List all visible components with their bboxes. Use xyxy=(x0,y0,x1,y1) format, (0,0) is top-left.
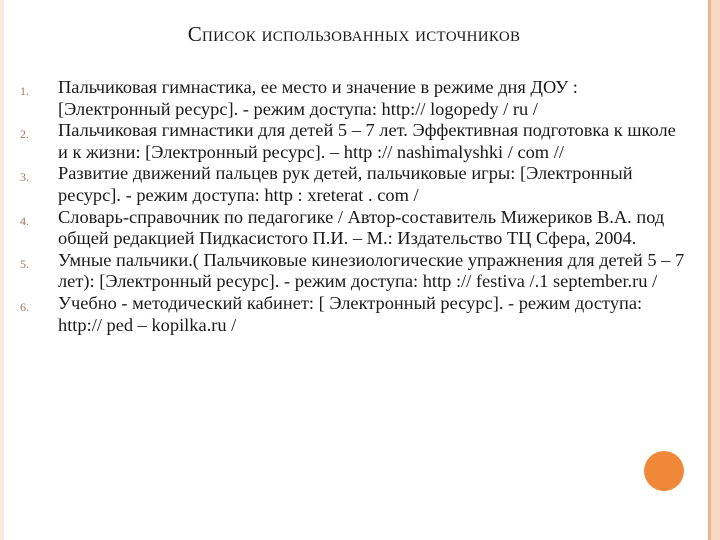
item-text: Пальчиковая гимнастика, ее место и значение в режиме дня ДОУ : [Электронный ресурс]. - режим доступа: http:// logopedy / ru / xyxy=(58,77,578,119)
orange-circle-decoration xyxy=(644,451,684,491)
item-text: Учебно - методический кабинет: [ Электронный ресурс]. - режим доступа: http:// ped – kopilka.ru / xyxy=(58,292,643,335)
item-number: 5. xyxy=(20,256,29,271)
item-number: 4. xyxy=(20,213,29,228)
item-number: 1. xyxy=(20,84,29,98)
list-item xyxy=(20,120,690,163)
sources-list xyxy=(20,77,690,336)
left-frame-border xyxy=(0,0,4,540)
item-text: Умные пальчики.( Пальчиковые кинезиологические упражнения для детей 5 – 7 лет): [Электронный ресурс]. - режим доступа: http :// festiva /.1 september.ru / xyxy=(58,249,685,292)
slide-title: Список использованных источников xyxy=(187,22,521,46)
item-number: 6. xyxy=(20,299,29,314)
item-text: Словарь-справочник по педагогике / Автор-составитель Мижериков В.А. под общей редакцией Пидкасистого П.И. – М.: Издательство ТЦ Сфера, 2004. xyxy=(58,206,665,249)
item-number: 3. xyxy=(20,170,29,185)
item-number: 2. xyxy=(20,127,29,142)
list-item xyxy=(20,163,690,206)
right-frame-border xyxy=(708,0,720,540)
right-frame-line xyxy=(708,0,711,540)
list-item xyxy=(20,250,690,293)
item-text: Пальчиковая гимнастики для детей 5 – 7 лет. Эффективная подготовка к школе и к жизни: [Электронный ресурс]. – http :// nashimalyshki / com // xyxy=(58,120,676,162)
list-item xyxy=(20,207,690,250)
list-item xyxy=(20,293,690,336)
list-item xyxy=(20,77,690,120)
item-text: Развитие движений пальцев рук детей, пальчиковые игры: [Электронный ресурс]. - режим доступа: http : xreterat . com / xyxy=(58,163,633,205)
